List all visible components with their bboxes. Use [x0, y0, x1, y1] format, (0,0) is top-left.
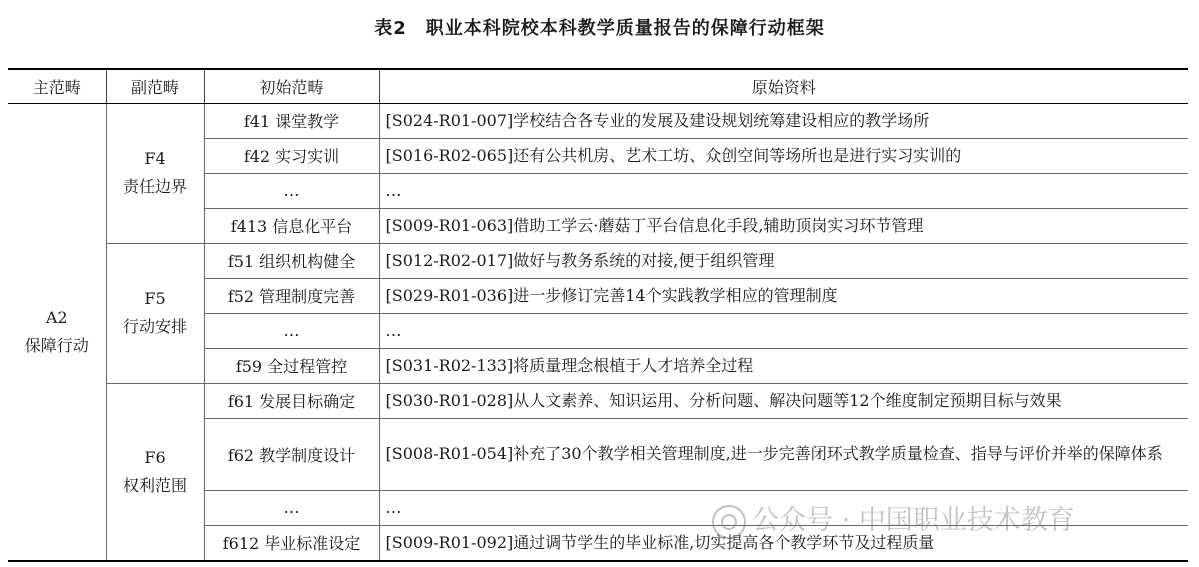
initial-category-cell: f612 毕业标准设定 [204, 525, 379, 561]
raw-material-cell: [S008-R01-054]补充了30个教学相关管理制度,进一步完善闭环式教学质量检查、指导与评价并举的保障体系 [379, 418, 1188, 490]
header-main-category: 主范畴 [8, 69, 106, 103]
raw-material-cell: [S009-R01-092]通过调节学生的毕业标准,切实提高各个教学环节及过程质量 [379, 525, 1188, 561]
raw-material-cell: … [379, 173, 1188, 208]
raw-material-cell: [S016-R02-065]还有公共机房、艺术工坊、众创空间等场所也是进行实习实训的 [379, 138, 1188, 173]
table-row [8, 103, 1188, 138]
initial-category-cell: f413 信息化平台 [204, 208, 379, 243]
main-category-cell [8, 103, 106, 561]
raw-material-cell: [S031-R02-133]将质量理念根植于人才培养全过程 [379, 348, 1188, 383]
table-row [8, 243, 1188, 278]
table-caption: 表2 职业本科院校本科教学质量报告的保障行动框架 [374, 18, 825, 39]
header-initial-category: 初始范畴 [204, 69, 379, 103]
table-header-row [8, 69, 1188, 103]
initial-category-cell: f42 实习实训 [204, 138, 379, 173]
raw-material-cell: … [379, 490, 1188, 525]
initial-category-cell: … [204, 313, 379, 348]
sub-category-name: 权利范围 [122, 475, 187, 495]
raw-material-cell: [S030-R01-028]从人文素养、知识运用、分析问题、解决问题等12个维度制定预期目标与效果 [379, 383, 1188, 418]
initial-category-cell: f59 全过程管控 [204, 348, 379, 383]
sub-category-cell [106, 103, 204, 243]
wechat-icon [712, 505, 746, 539]
sub-category-name: 责任边界 [122, 177, 187, 196]
initial-category-cell: f41 课堂教学 [204, 103, 379, 138]
watermark [712, 498, 1075, 539]
initial-category-cell: f52 管理制度完善 [204, 278, 379, 313]
header-raw-material: 原始资料 [379, 69, 1188, 103]
raw-material-cell: [S012-R02-017]做好与教务系统的对接,便于组织管理 [379, 243, 1188, 278]
sub-category-cell [106, 383, 204, 561]
raw-material-cell: [S024-R01-007]学校结合各专业的发展及建设规划统筹建设相应的教学场所 [379, 103, 1188, 138]
initial-category-cell: … [204, 173, 379, 208]
initial-category-cell: f62 教学制度设计 [204, 418, 379, 490]
raw-material-cell: [S029-R01-036]进一步修订完善14个实践教学相应的管理制度 [379, 278, 1188, 313]
watermark-text: 公众号 · 中国职业技术教育 [752, 505, 1075, 536]
raw-material-cell: [S009-R01-063]借助工学云·蘑菇丁平台信息化手段,辅助顶岗实习环节管理 [379, 208, 1188, 243]
framework-table [8, 68, 1188, 562]
sub-category-code: F5 [144, 289, 166, 308]
sub-category-code: F4 [144, 149, 166, 168]
sub-category-code: F6 [144, 447, 166, 467]
header-sub-category: 副范畴 [106, 69, 204, 103]
initial-category-cell: f51 组织机构健全 [204, 243, 379, 278]
table-row [8, 383, 1188, 418]
initial-category-cell: … [204, 490, 379, 525]
sub-category-cell [106, 243, 204, 383]
sub-category-name: 行动安排 [122, 317, 187, 336]
raw-material-cell: … [379, 313, 1188, 348]
main-category-name: 保障行动 [24, 335, 89, 355]
main-category-code: A2 [45, 307, 68, 327]
initial-category-cell: f61 发展目标确定 [204, 383, 379, 418]
